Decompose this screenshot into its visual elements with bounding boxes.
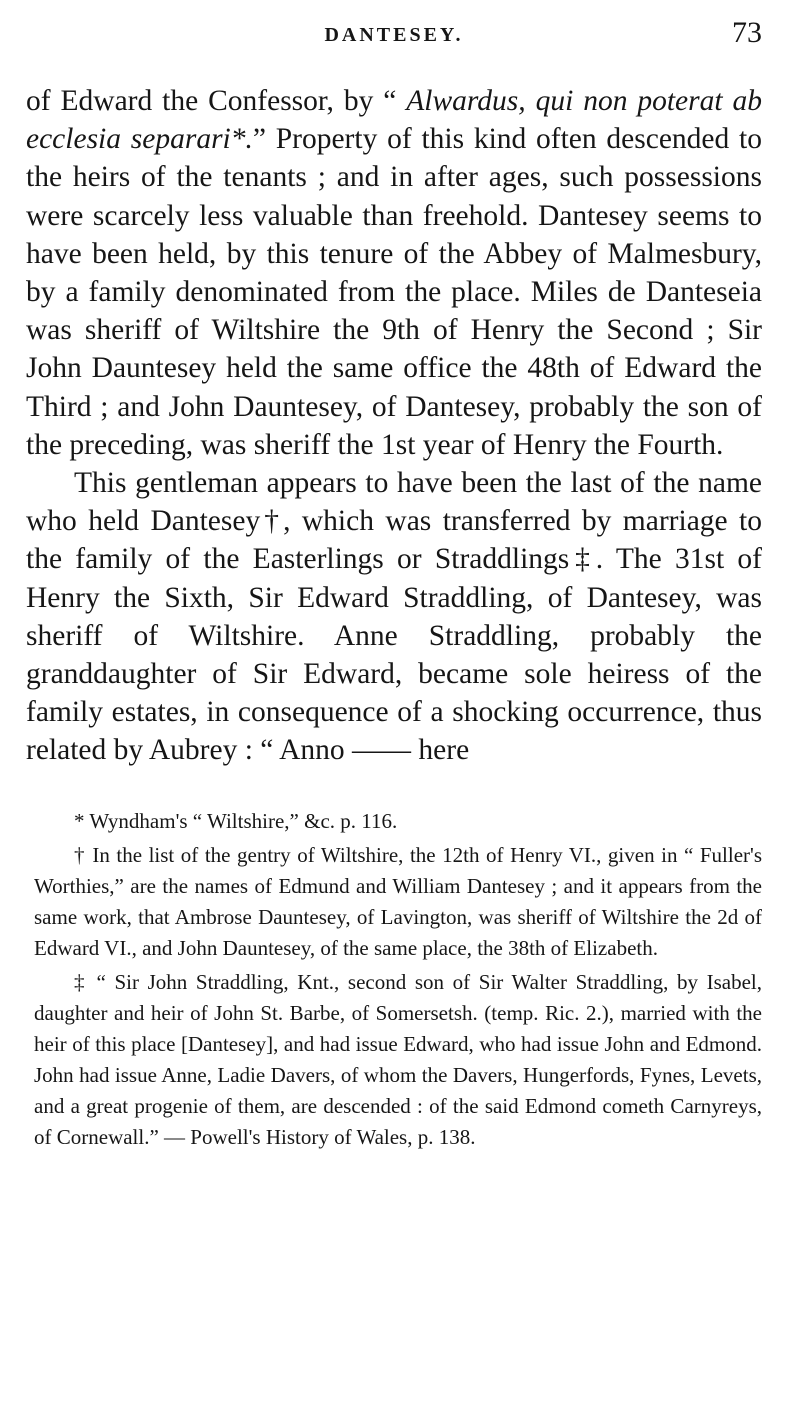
latin-quotation: Alwardus, qui non poterat ab ecclesia separari*. (26, 85, 762, 156)
paragraph-1-opening: of Edward the Confessor, by “ (26, 85, 407, 117)
paragraph-1-continuation: ” Property of this kind often descended to the heirs of the tenants ; and in after ages, such possessions were scarcely less valuable than freehold. Dantesey seems to have been held, by this tenure of the Abbey of Malmesbury, by a family denominated from the place. Miles de Danteseia was sheriff of Wiltshire the 9th of Henry the Second ; Sir John Dauntesey held the same office the 48th of Edward the Third ; and John Dauntesey, of Dantesey, probably the son of the preceding, was sheriff the 1st year of Henry the Fourth. (26, 123, 762, 461)
footnote-double-dagger: ‡ “ Sir John Straddling, Knt., second son of Sir Walter Straddling, by Isabel, daughter and heir of John St. Barbe, of Somersetsh. (temp. Ric. 2.), married with the heir of this place [Dantesey], and had issue Edward, who had issue John and Edmond. John had issue Anne, Ladie Davers, of whom the Davers, Hungerfords, Fynes, Levets, and a great progenie of them, are descended : of the said Edmond cometh Carnyreys, of Cornewall.” — Powell's History of Wales, p. 138. (34, 969, 762, 1149)
paragraph-1 (26, 82, 762, 464)
footnote-dagger: † In the list of the gentry of Wiltshire, the 12th of Henry VI., given in “ Fuller's Worthies,” are the names of Edmund and William Dantesey ; and it appears from the same work, that Ambrose Dauntesey, of Lavington, was sheriff of Wiltshire the 2d of Edward VI., and John Dauntesey, of the same place, the 38th of Elizabeth. (34, 842, 762, 960)
running-head (26, 14, 762, 56)
page-number: 73 (732, 16, 762, 49)
footnote-asterisk: * Wyndham's “ Wiltshire,” &c. p. 116. (74, 808, 398, 833)
running-title: DANTESEY. (324, 24, 464, 46)
main-text (26, 82, 762, 770)
paragraph-2: This gentleman appears to have been the last of the name who held Dantesey†, which was transferred by marriage to the family of the Easterlings or Straddlings‡. The 31st of Henry the Sixth, Sir Edward Straddling, of Dantesey, was sheriff of Wiltshire. Anne Straddling, probably the granddaughter of Sir Edward, became sole heiress of the family estates, in consequence of a shocking occurrence, thus related by Aubrey : “ Anno —— here (26, 467, 762, 767)
footnotes (26, 806, 762, 1153)
